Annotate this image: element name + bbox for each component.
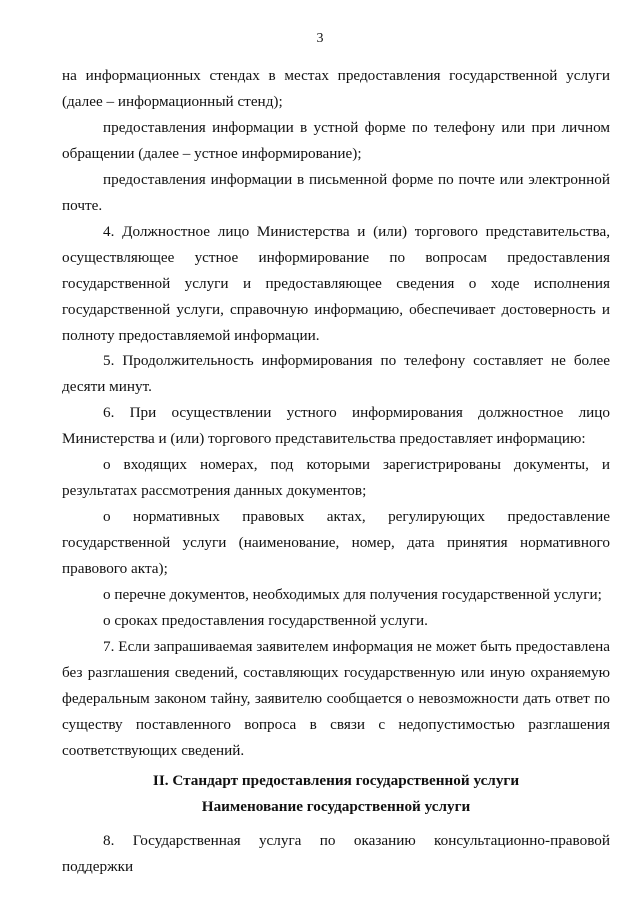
paragraph-written: предоставления информации в письменной форме по почте или электронной почте.	[62, 171, 610, 214]
paragraph-item-8: 8. Государственная услуга по оказанию консультационно-правовой поддержки	[62, 832, 610, 875]
paragraph-item-7: 7. Если запрашиваемая заявителем информация не может быть предоставлена без разглашения сведений, составляющих государственную или иную охраняемую федеральным законом тайну, заявителю сообщается о невозможности дать ответ по существу поставленного вопроса в связи с недопустимостью разглашения соответствующих сведений.	[62, 638, 610, 759]
subsection-heading: Наименование государственной услуги	[201, 798, 471, 815]
section-heading: II. Стандарт предоставления государственной услуги	[152, 772, 520, 789]
paragraph-documents-list: о перечне документов, необходимых для получения государственной услуги;	[103, 586, 602, 603]
paragraph-terms: о сроках предоставления государственной услуги.	[103, 612, 428, 629]
paragraph-item-6: 6. При осуществлении устного информирования должностное лицо Министерства и (или) торгового представительства предоставляет информацию:	[62, 404, 610, 447]
paragraph-incoming-numbers: о входящих номерах, под которыми зарегистрированы документы, и результатах рассмотрения данных документов;	[62, 456, 610, 499]
page-number: 3	[316, 31, 324, 46]
paragraph-item-5: 5. Продолжительность информирования по телефону составляет не более десяти минут.	[62, 352, 610, 395]
paragraph-item-4: 4. Должностное лицо Министерства и (или) торгового представительства, осуществляющее устное информирование по вопросам предоставления государственной услуги и предоставляющее сведения о ходе исполнения государственной услуги, справочную информацию, обеспечивает достоверность и полноту предоставляемой информации.	[62, 223, 610, 344]
paragraph-oral: предоставления информации в устной форме по телефону или при личном обращении (далее – устное информирование);	[62, 119, 610, 162]
paragraph-stands: на информационных стендах в местах предоставления государственной услуги (далее – информационный стенд);	[62, 67, 610, 110]
paragraph-legal-acts: о нормативных правовых актах, регулирующих предоставление государственной услуги (наименование, номер, дата принятия нормативного правового акта);	[62, 508, 610, 577]
